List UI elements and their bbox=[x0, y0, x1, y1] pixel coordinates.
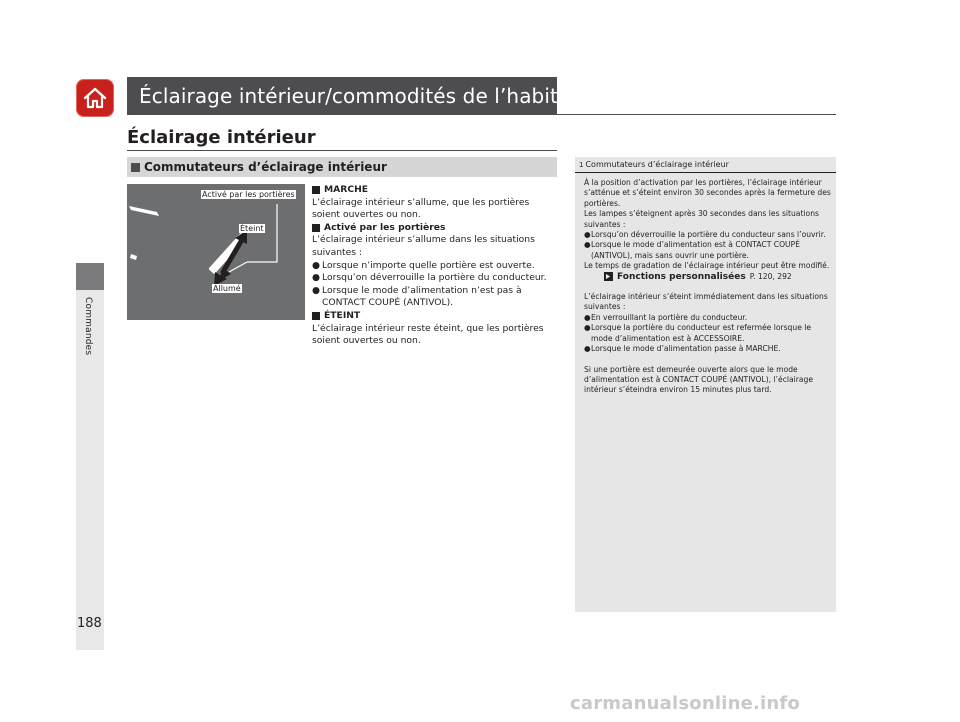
watermark: carmanualsonline.info bbox=[570, 693, 801, 714]
heading-off bbox=[312, 310, 558, 323]
chapter-title: Éclairage intérieur/commodités de l’habitacle bbox=[139, 84, 600, 108]
section-title: Éclairage intérieur bbox=[127, 127, 316, 148]
list-item-text: Lorsqu’on déverrouille la portière du conducteur sans l’ouvrir. bbox=[591, 230, 826, 240]
bullet-icon: ● bbox=[312, 259, 321, 271]
subsection-bar bbox=[127, 157, 557, 177]
list-item bbox=[312, 260, 558, 273]
page-number: 188 bbox=[77, 616, 102, 631]
label-off: Éteint bbox=[240, 224, 264, 233]
heading-door bbox=[312, 222, 558, 235]
home-icon bbox=[81, 84, 109, 112]
bullet-icon: ● bbox=[584, 344, 591, 354]
list-item bbox=[584, 323, 832, 344]
chapter-title-bar bbox=[127, 77, 600, 115]
spacer bbox=[584, 282, 832, 292]
list-item-text: Lorsque le mode d’alimentation n’est pas à CONTACT COUPÉ (ANTIVOL). bbox=[322, 284, 522, 309]
label-door-activated: Activé par les portières bbox=[202, 190, 295, 199]
bullet-icon: ● bbox=[312, 272, 321, 284]
switch-illustration bbox=[127, 184, 305, 320]
list-item bbox=[584, 240, 832, 261]
notes-content bbox=[575, 173, 836, 396]
cross-reference-label: Fonctions personnalisées bbox=[617, 271, 746, 282]
heading-marche-text: MARCHE bbox=[324, 184, 369, 195]
note-paragraph: À la position d’activation par les portières, l’éclairage intérieur s’atténue et s’éteint environ 30 secondes après la fermeture des portières. bbox=[584, 178, 831, 208]
paragraph-off: L’éclairage intérieur reste éteint, que les portières soient ouvertes ou non. bbox=[312, 322, 544, 347]
list-item bbox=[584, 313, 832, 323]
heading-off-text: ÉTEINT bbox=[324, 309, 361, 321]
title-rule bbox=[557, 114, 836, 115]
notes-panel bbox=[575, 157, 836, 612]
list-item bbox=[312, 285, 558, 310]
spacer bbox=[584, 355, 832, 365]
list-item-text: Lorsque la portière du conducteur est refermée lorsque le mode d’alimentation est à ACCESSOIRE. bbox=[591, 323, 812, 343]
subsection-title: Commutateurs d’éclairage intérieur bbox=[144, 160, 387, 174]
bullet-icon: ● bbox=[584, 230, 591, 240]
bullet-icon: ● bbox=[584, 312, 591, 322]
square-bullet-icon bbox=[312, 186, 320, 194]
heading-door-text: Activé par les portières bbox=[324, 221, 446, 233]
note-number-icon: 1 bbox=[579, 160, 584, 169]
heading-marche bbox=[312, 184, 558, 197]
notes-title: Commutateurs d’éclairage intérieur bbox=[585, 160, 729, 169]
side-tab-marker[interactable] bbox=[76, 263, 104, 291]
arrow-ref-icon bbox=[604, 272, 613, 281]
square-bullet-icon bbox=[312, 312, 320, 320]
body-text bbox=[312, 184, 558, 348]
note-paragraph: Le temps de gradation de l’éclairage intérieur peut être modifié. bbox=[584, 261, 830, 271]
notes-header bbox=[575, 157, 836, 173]
bullet-icon: ● bbox=[584, 240, 591, 250]
label-on: Allumé bbox=[213, 284, 241, 293]
note-paragraph: Si une portière est demeurée ouverte alors que le mode d’alimentation est à CONTACT COUPÉ (ANTIVOL), l’éclairage intérieur s’éteindra environ 15 minutes plus tard. bbox=[584, 364, 814, 395]
square-bullet-icon bbox=[131, 163, 140, 172]
section-rule bbox=[127, 150, 557, 151]
list-item bbox=[584, 230, 832, 240]
list-item-text: Lorsque n’importe quelle portière est ouverte. bbox=[322, 259, 535, 271]
home-button[interactable] bbox=[76, 79, 114, 117]
square-bullet-icon bbox=[312, 224, 320, 232]
list-item-text: Lorsque le mode d’alimentation passe à MARCHE. bbox=[591, 344, 781, 354]
list-item-text: En verrouillant la portière du conducteur. bbox=[591, 312, 748, 322]
list-item bbox=[584, 344, 832, 354]
bullet-icon: ● bbox=[584, 323, 591, 333]
note-paragraph: L’éclairage intérieur s’éteint immédiatement dans les situations suivantes : bbox=[584, 292, 828, 312]
side-tab-label: Commandes bbox=[83, 297, 93, 356]
list-item bbox=[312, 272, 558, 285]
bullet-icon: ● bbox=[312, 284, 321, 296]
cross-reference-link[interactable] bbox=[584, 272, 832, 282]
switch-drawing bbox=[127, 184, 305, 320]
note-paragraph: Les lampes s’éteignent après 30 secondes dans les situations suivantes : bbox=[584, 209, 819, 229]
paragraph-marche: L’éclairage intérieur s’allume, que les portières soient ouvertes ou non. bbox=[312, 196, 530, 221]
paragraph-door: L’éclairage intérieur s’allume dans les situations suivantes : bbox=[312, 234, 535, 258]
list-item-text: Lorsque le mode d’alimentation est à CONTACT COUPÉ (ANTIVOL), mais sans ouvrir une portière. bbox=[591, 240, 800, 260]
list-item-text: Lorsqu’on déverrouille la portière du conducteur. bbox=[322, 272, 547, 284]
cross-reference-pages: P. 120, 292 bbox=[749, 271, 792, 281]
